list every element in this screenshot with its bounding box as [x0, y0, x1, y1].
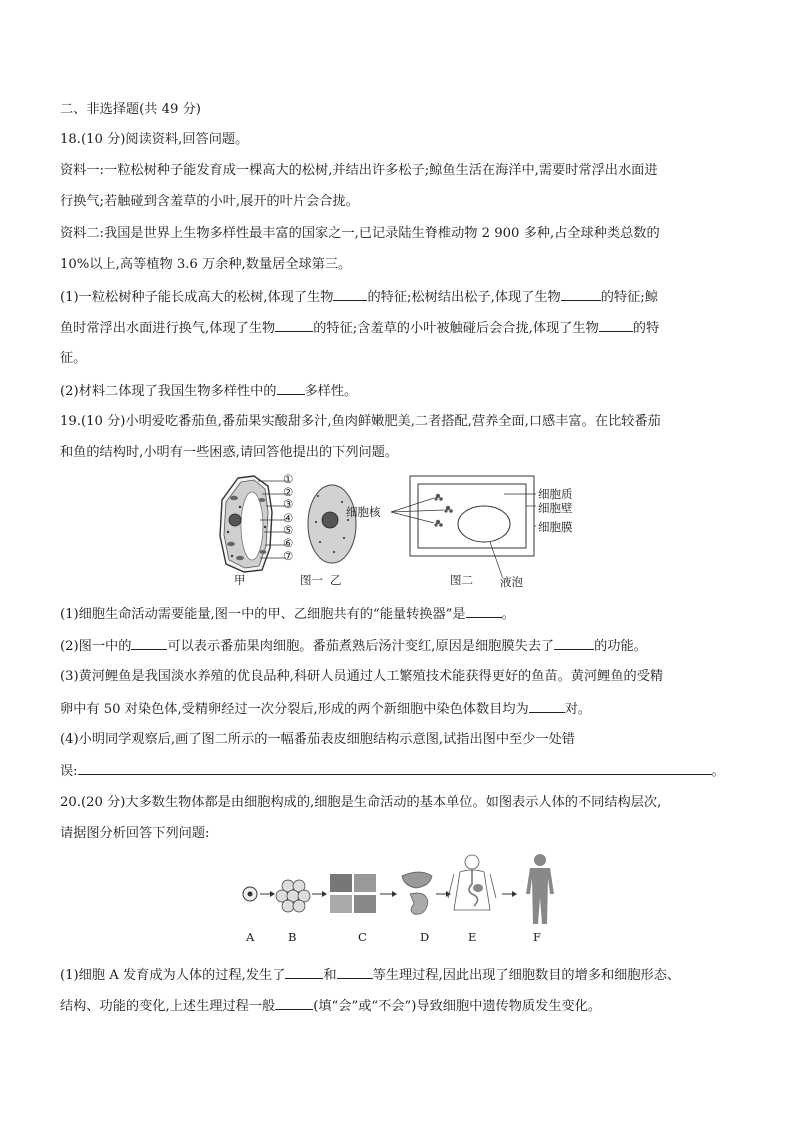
- q19-intro-line1: 19.(10 分)小明爱吃番茄鱼,番茄果实酸甜多汁,鱼肉鲜嫩肥美,二者搭配,营养全面,口感丰富。在比较番茄: [60, 414, 661, 429]
- chloroplast: [227, 542, 235, 546]
- level-label-c: C: [358, 930, 367, 944]
- level-label-d: D: [420, 930, 430, 944]
- tissue-tile: [330, 895, 352, 913]
- q18-sub1-text-b: 的特征;松树结出松子,体现了生物: [367, 290, 561, 305]
- fig2-label-membrane: 细胞膜: [538, 520, 573, 534]
- q19-sub1-text-a: (1)细胞生命活动需要能量,图一中的甲、乙细胞共有的“能量转换器”是: [60, 607, 466, 622]
- q19-sub2-text-b: 可以表示番茄果肉细胞。番茄煮熟后汤汁变红,原因是细胞膜失去了: [167, 639, 555, 654]
- arrow-icon: [512, 891, 517, 897]
- fig1-label-7: ⑦: [283, 549, 294, 563]
- q19-intro-line2: 和鱼的结构时,小明有一些困惑,请回答他提出的下列问题。: [60, 445, 399, 460]
- q18-material2-line2: 10%以上,高等植物 3.6 万余种,数量居全球第三。: [60, 257, 352, 272]
- fig1-label-4: ④: [283, 511, 294, 525]
- q18-sub1-text-c: 的特征;鲸: [600, 290, 658, 305]
- q18-sub1-text-f: 的特: [632, 321, 660, 336]
- q18-sub1-line1: [60, 288, 658, 307]
- q19-sub3-text-b: 对。: [564, 702, 592, 717]
- arrow-icon: [322, 891, 327, 897]
- answer-blank[interactable]: [599, 319, 633, 332]
- answer-blank[interactable]: [285, 966, 323, 979]
- liver-icon: [402, 872, 432, 888]
- fig1-label-5: ⑤: [283, 523, 294, 537]
- q18-sub1-text-d: 鱼时常浮出水面进行换气,体现了生物: [60, 321, 276, 336]
- answer-blank[interactable]: [529, 700, 565, 713]
- fig2-label-cytoplasm: 细胞质: [538, 487, 573, 501]
- level-label-a: A: [246, 930, 255, 944]
- q19-sub4-line1: (4)小明同学观察后,画了图二所示的一幅番茄表皮细胞结构示意图,试指出图中至少一处错: [60, 732, 575, 747]
- q19-sub1-text-b: 。: [501, 607, 515, 622]
- figure-2-tomato-cell: [346, 474, 596, 594]
- chloroplast: [259, 498, 266, 502]
- level-label-e: E: [468, 930, 477, 944]
- answer-blank[interactable]: [277, 382, 305, 395]
- q20-sub1-text-c: 等生理过程,因此出现了细胞数目的增多和细胞形态、: [372, 968, 681, 983]
- q20-intro-line1: 20.(20 分)大多数生物体都是由细胞构成的,细胞是生命活动的基本单位。如图表示人体的不同结构层次,: [60, 795, 662, 810]
- q20-intro-line2: 请据图分析回答下列问题:: [60, 826, 210, 841]
- level-label-b: B: [288, 930, 297, 944]
- q18-sub1-text-e: 的特征;含羞草的小叶被触碰后会合拢,体现了生物: [313, 321, 599, 336]
- tissue-tile: [354, 874, 376, 892]
- q18-intro: 18.(10 分)阅读资料,回答问题。: [60, 132, 249, 147]
- answer-blank[interactable]: [131, 637, 167, 650]
- q20-sub1-text-d: 结构、功能的变化,上述生理过程一般: [60, 999, 276, 1014]
- outer-wall: [410, 476, 534, 556]
- answer-blank[interactable]: [337, 966, 373, 979]
- inner-membrane: [418, 484, 526, 548]
- tissue-tile: [330, 874, 352, 892]
- level-label-f: F: [533, 930, 541, 944]
- chloroplast: [230, 496, 238, 500]
- animal-cell-nucleus: [322, 512, 338, 528]
- q18-sub1-text-a: (1)一粒松树种子能长成高大的松树,体现了生物: [60, 290, 334, 305]
- q18-sub2-text-a: (2)材料二体现了我国生物多样性中的: [60, 384, 277, 399]
- fig2-caption: 图二: [450, 573, 473, 587]
- q20-sub1-text-b: 和: [323, 968, 337, 983]
- arrow-icon: [392, 891, 397, 897]
- plant-cell-vacuole: [241, 492, 263, 560]
- q20-sub1-text-a: (1)细胞 A 发育成为人体的过程,发生了: [60, 968, 286, 983]
- fig1-label-1: ①: [283, 472, 294, 486]
- q19-sub3-text-a: 卵中有 50 对染色体,受精卵经过一次分裂后,形成的两个新细胞中染色体数目均为: [60, 702, 529, 717]
- fig2-label-nucleus: 细胞核: [346, 505, 381, 519]
- q18-sub1-line3: 征。: [60, 351, 87, 366]
- section-title: 二、非选择题(共 49 分): [60, 102, 201, 117]
- arrow-icon: [270, 891, 275, 897]
- q19-sub4-text-a: 误:: [60, 764, 78, 779]
- q20-sub1-line2: [60, 997, 601, 1016]
- q20-sub1-text-e: (填“会”或“不会”)导致细胞中遗传物质发生变化。: [313, 999, 602, 1014]
- figure-1-cells: [210, 472, 380, 594]
- q18-sub2: [60, 382, 357, 401]
- fig2-label-vacuole: 液泡: [500, 575, 523, 589]
- figure-body-levels: [230, 850, 570, 950]
- q18-sub1-line2: [60, 319, 659, 338]
- q19-sub2: [60, 637, 647, 656]
- q18-material2-line1: 资料二:我国是世界上生物多样性最丰富的国家之一,已记录陆生脊椎动物 2 900 多种,占全球种类总数的: [60, 226, 660, 241]
- stomach-icon: [410, 893, 428, 914]
- answer-blank[interactable]: [333, 288, 367, 301]
- fig1-label-jia: 甲: [234, 573, 246, 587]
- q19-sub2-text-a: (2)图一中的: [60, 639, 132, 654]
- q19-sub2-text-c: 的功能。: [594, 639, 647, 654]
- q19-sub3-line1: (3)黄河鲤鱼是我国淡水养殖的优良品种,科研人员通过人工繁殖技术能获得更好的鱼苗。黄河鲤鱼的受精: [60, 669, 664, 684]
- q19-sub4-text-b: 。: [711, 764, 725, 779]
- answer-blank[interactable]: [275, 997, 313, 1010]
- fig1-label-2: ②: [283, 485, 294, 499]
- answer-blank-long[interactable]: [78, 762, 712, 775]
- plant-cell-nucleus: [229, 514, 241, 526]
- vacuole: [458, 506, 510, 542]
- chloroplast: [260, 550, 267, 554]
- cell-cluster-b: [276, 880, 310, 912]
- chloroplast: [236, 556, 244, 560]
- q19-sub4-line2: [60, 762, 725, 781]
- answer-blank[interactable]: [554, 637, 594, 650]
- answer-blank[interactable]: [466, 605, 502, 618]
- q18-material1-line2: 行换气;若触碰到含羞草的小叶,展开的叶片会合拢。: [60, 194, 359, 209]
- fig1-label-3: ③: [283, 497, 294, 511]
- q18-sub2-text-b: 多样性。: [304, 384, 358, 399]
- body-levels-svg: [230, 850, 570, 926]
- fig1-caption: 图一: [300, 573, 323, 587]
- human-body-icon: [526, 854, 554, 924]
- q20-sub1-line1: [60, 966, 680, 985]
- fig1-label-yi: 乙: [330, 573, 342, 587]
- answer-blank[interactable]: [275, 319, 313, 332]
- q18-material1-line1: 资料一:一粒松树种子能发育成一棵高大的松树,并结出许多松子;鲸鱼生活在海洋中,需要时常浮出水面进: [60, 163, 658, 178]
- q19-sub1: [60, 605, 515, 624]
- tissue-tile: [354, 895, 376, 913]
- fig1-label-6: ⑥: [283, 536, 294, 550]
- fig2-label-cell-wall: 细胞壁: [538, 501, 573, 515]
- answer-blank[interactable]: [561, 288, 601, 301]
- q19-sub3-line2: [60, 700, 591, 719]
